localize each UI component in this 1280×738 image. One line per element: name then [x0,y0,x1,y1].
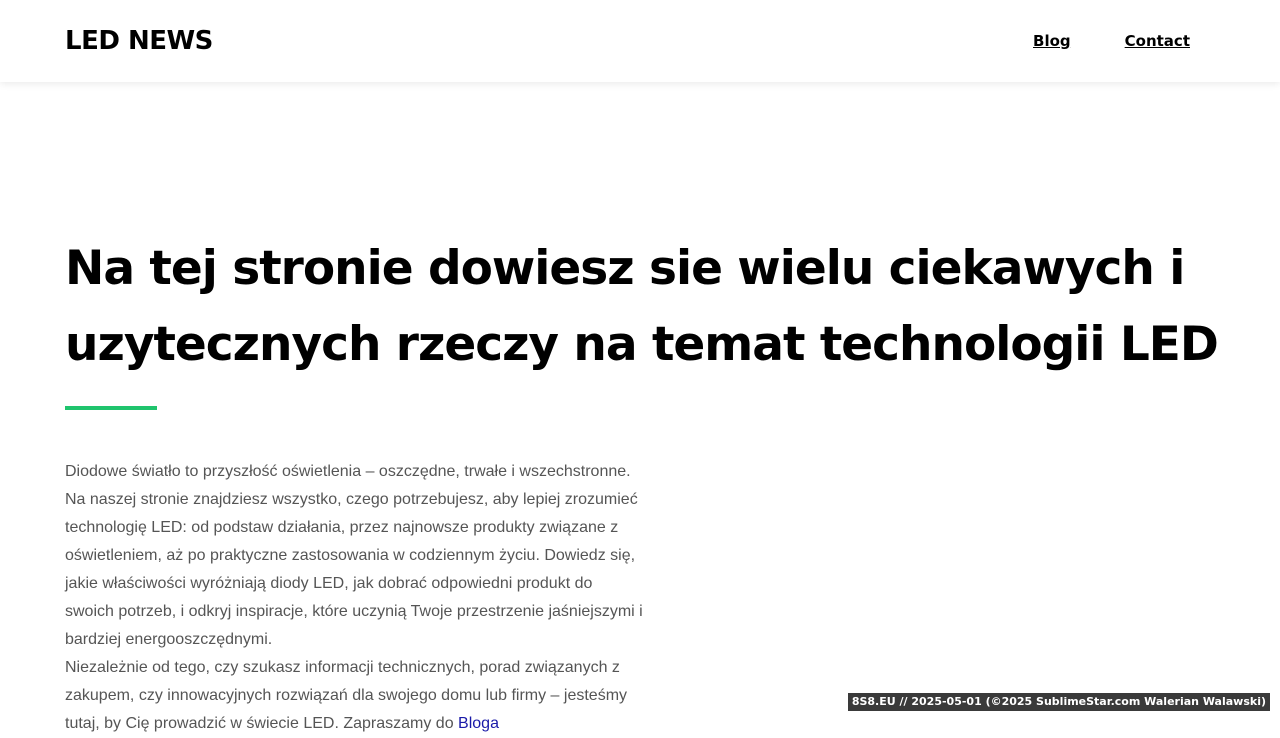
title-accent-divider [65,406,157,410]
hero-title: Na tej stronie dowiesz sie wielu ciekawych i uzytecznych rzeczy na temat technologii LED [65,241,1218,372]
site-header [0,0,1280,82]
main-nav [1033,30,1190,52]
second-paragraph-text: Niezależnie od tego, czy szukasz informacji technicznych, porad związanych z zakupem, czy innowacyjnych rozwiązań dla swojego domu lub firmy – jesteśmy tutaj, by Cię prowadzić w świecie LED. Zapraszamy do [65,659,628,732]
watermark-badge: 8S8.EU // 2025-05-01 (©2025 SublimeStar.com Walerian Walawski) [848,693,1270,711]
nav-link-blog[interactable]: Blog [1033,32,1071,50]
blog-inline-link[interactable]: Bloga [458,715,499,732]
second-paragraph [65,654,645,738]
intro-content [65,458,645,738]
intro-paragraph: Diodowe światło to przyszłość oświetlenia – oszczędne, trwałe i wszechstronne. Na naszej stronie znajdziesz wszystko, czego potrzebujesz, aby lepiej zrozumieć technologię LED: od podstaw działania, przez najnowsze produkty związane z oświetleniem, aż po praktyczne zastosowania w codziennym życiu. Dowiedz się, jakie właściwości wyróżniają diody LED, jak dobrać odpowiedni produkt do swoich potrzeb, i odkryj inspiracje, które uczynią Twoje przestrzenie jaśniejszymi i bardziej energooszczędnymi. [65,463,643,648]
nav-link-contact[interactable]: Contact [1124,32,1190,50]
site-logo[interactable]: LED NEWS [65,26,213,56]
